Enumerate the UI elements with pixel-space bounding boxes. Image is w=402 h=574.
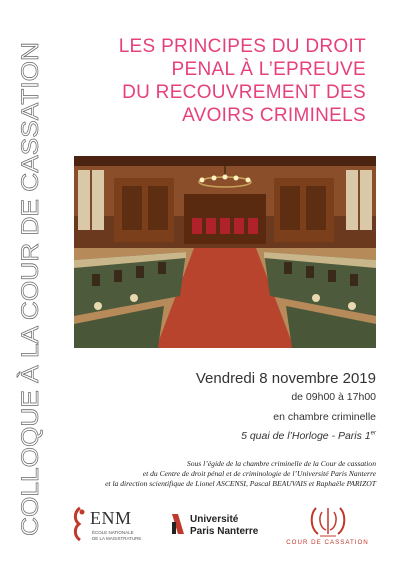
colloquium-title	[96, 35, 366, 127]
courtroom-photo	[74, 156, 376, 348]
cour-de-cassation-logo	[275, 504, 380, 552]
cour-de-cassation-mark-icon	[308, 504, 348, 538]
enm-subtitle-1: ÉCOLE NATIONALE	[92, 530, 134, 535]
title-line-2: PENAL À L’EPREUVE	[171, 59, 366, 80]
event-address-sup: er	[370, 430, 376, 437]
enm-subtitle-2: DE LA MAGISTRATURE	[92, 535, 142, 541]
side-title-text: COLLOQUE À LA COUR DE CASSATION	[17, 84, 44, 536]
title-line-1: LES PRINCIPES DU DROIT	[118, 36, 366, 57]
patronage-line-1: Sous l’égide de la chambre criminelle de la Cour de cassation	[186, 459, 376, 468]
paris-nanterre-mark-icon	[170, 512, 186, 536]
event-date: Vendredi 8 novembre 2019	[195, 370, 376, 387]
vertical-side-title	[16, 40, 48, 540]
title-line-4: AVOIRS CRIMINELS	[182, 105, 366, 126]
event-address	[241, 430, 376, 442]
partner-logos	[70, 504, 380, 554]
paris-nanterre-line-1: Université	[190, 514, 239, 525]
event-time: de 09h00 à 17h00	[291, 391, 376, 403]
patronage-line-2: et du Centre de droit pénal et de criminologie de l’Université Paris Nanterre	[142, 469, 376, 478]
title-line-3: DU RECOUVREMENT DES	[122, 82, 366, 103]
event-address-text: 5 quai de l’Horloge - Paris 1	[241, 430, 371, 442]
enm-subtitle	[92, 530, 141, 541]
enm-logo	[70, 504, 162, 552]
patronage-text	[76, 459, 376, 489]
cour-de-cassation-name: COUR DE CASSATION	[286, 539, 369, 546]
enm-name: ENM	[90, 508, 132, 528]
enm-mark-icon	[70, 506, 88, 542]
patronage-line-3: et la direction scientifique de Lionel ASCENSI, Pascal BEAUVAIS et Raphaële PARIZOT	[105, 479, 376, 488]
event-room: en chambre criminelle	[273, 411, 376, 423]
paris-nanterre-logo	[170, 512, 270, 552]
paris-nanterre-name	[190, 514, 258, 538]
paris-nanterre-line-2: Paris Nanterre	[190, 526, 259, 537]
